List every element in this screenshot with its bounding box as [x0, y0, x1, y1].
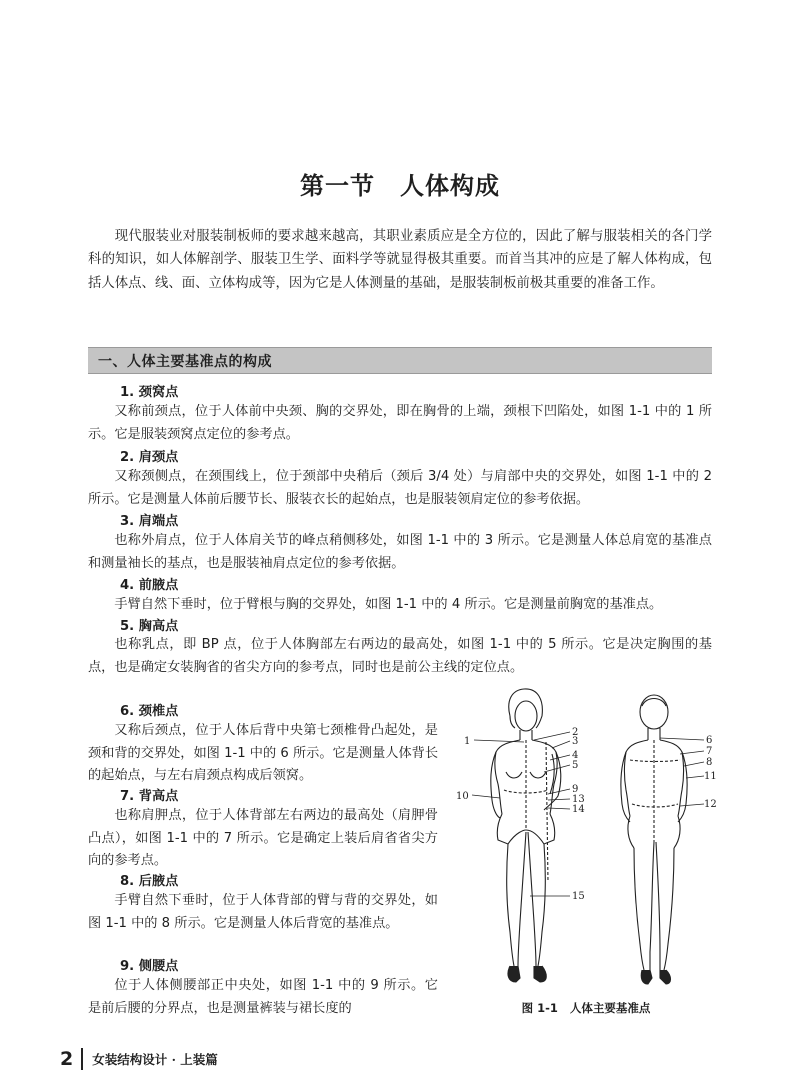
item-body: 位于人体侧腰部正中央处，如图 1-1 中的 9 所示。它是前后腰的分界点，也是测量裤装与裙长度的	[88, 978, 438, 1016]
figure-caption-number: 图 1-1	[521, 1001, 558, 1015]
item-body: 手臂自然下垂时，位于人体背部的臂与背的交界处，如图 1-1 中的 8 所示。它是测量人体后背宽的基准点。	[88, 893, 438, 931]
point-label: 6	[706, 735, 713, 746]
figure-caption	[448, 1000, 724, 1016]
item-body: 又称后颈点，位于人体后背中央第七颈椎骨凸起处，是颈和背的交界处，如图 1-1 中的 6 所示。它是测量人体背长的起始点，与左右肩颈点构成后领窝。	[88, 723, 439, 784]
page-title: 第一节 人体构成	[300, 171, 500, 200]
point-label: 9	[572, 784, 579, 795]
point-label: 4	[572, 750, 579, 761]
item-body: 也称外肩点，位于人体肩关节的峰点稍侧移处，如图 1-1 中的 3 所示。它是测量人体总肩宽的基准点和测量袖长的基点，也是服装袖肩点定位的参考依据。	[88, 533, 712, 571]
point-label: 5	[572, 760, 579, 771]
page-footer	[60, 1047, 218, 1071]
point-label: 7	[706, 746, 713, 757]
footer-separator	[81, 1048, 83, 1070]
point-label: 15	[572, 891, 585, 902]
front-point-labels	[456, 727, 585, 902]
section-title: 一、人体主要基准点的构成	[98, 354, 272, 370]
figure-body-points	[448, 682, 724, 1002]
back-figure	[621, 695, 687, 984]
item-heading: 2. 肩颈点	[120, 450, 179, 465]
figure-caption-text: 人体主要基准点	[569, 1001, 651, 1015]
point-label: 1	[464, 736, 471, 747]
point-label: 3	[572, 736, 579, 747]
item-body: 也称肩胛点，位于人体背部左右两边的最高处（肩胛骨凸点），如图 1-1 中的 7 所示。它是确定上装后肩省省尖方向的参考点。	[88, 808, 438, 869]
item-heading: 5. 胸高点	[120, 619, 179, 634]
item-heading: 4. 前腋点	[120, 578, 179, 593]
point-label: 12	[704, 799, 717, 810]
section-header-bar	[88, 347, 712, 374]
point-label: 8	[706, 757, 713, 768]
point-label: 10	[456, 791, 469, 802]
item-heading: 7. 背高点	[120, 789, 179, 804]
front-figure	[491, 689, 561, 982]
point-label: 2	[572, 727, 579, 738]
point-label: 14	[572, 804, 585, 815]
point-label: 11	[704, 771, 717, 782]
item-body: 又称前颈点，位于人体前中央颈、胸的交界处，即在胸骨的上端，颈根下凹陷处，如图 1-1 中的 1 所示。它是服装颈窝点定位的参考点。	[88, 404, 712, 442]
point-label: 13	[572, 794, 585, 805]
item-body: 又称颈侧点，在颈围线上，位于颈部中央稍后（颈后 3/4 处）与肩部中央的交界处，如图 1-1 中的 2 所示。它是测量人体前后腰节长、服装衣长的起始点，也是服装领肩定位的参考依据。	[88, 469, 712, 507]
item-heading: 6. 颈椎点	[120, 704, 179, 719]
body-figure-illustration	[448, 682, 724, 1002]
item-heading: 8. 后腋点	[120, 874, 179, 889]
book-title: 女装结构设计 · 上装篇	[92, 1052, 218, 1067]
back-point-labels	[704, 735, 717, 810]
item-body: 也称乳点，即 BP 点，位于人体胸部左右两边的最高处，如图 1-1 中的 5 所示。它是决定胸围的基点，也是确定女装胸省的省尖方向的参考点，同时也是前公主线的定位点。	[88, 637, 712, 675]
intro-paragraph: 现代服装业对服装制板师的要求越来越高，其职业素质应是全方位的，因此了解与服装相关的各门学科的知识，如人体解剖学、服装卫生学、面料学等就显得极其重要。而首当其冲的应是了解人体构成，包括人体点、线、面、立体构成等，因为它是人体测量的基础，是服装制板前极其重要的准备工作。	[88, 229, 712, 291]
item-heading: 3. 肩端点	[120, 514, 179, 529]
page-number: 2	[60, 1048, 74, 1070]
item-heading: 1. 颈窝点	[120, 385, 179, 400]
item-body: 手臂自然下垂时，位于臂根与胸的交界处，如图 1-1 中的 4 所示。它是测量前胸宽的基准点。	[114, 597, 663, 612]
item-heading: 9. 侧腰点	[120, 959, 179, 974]
